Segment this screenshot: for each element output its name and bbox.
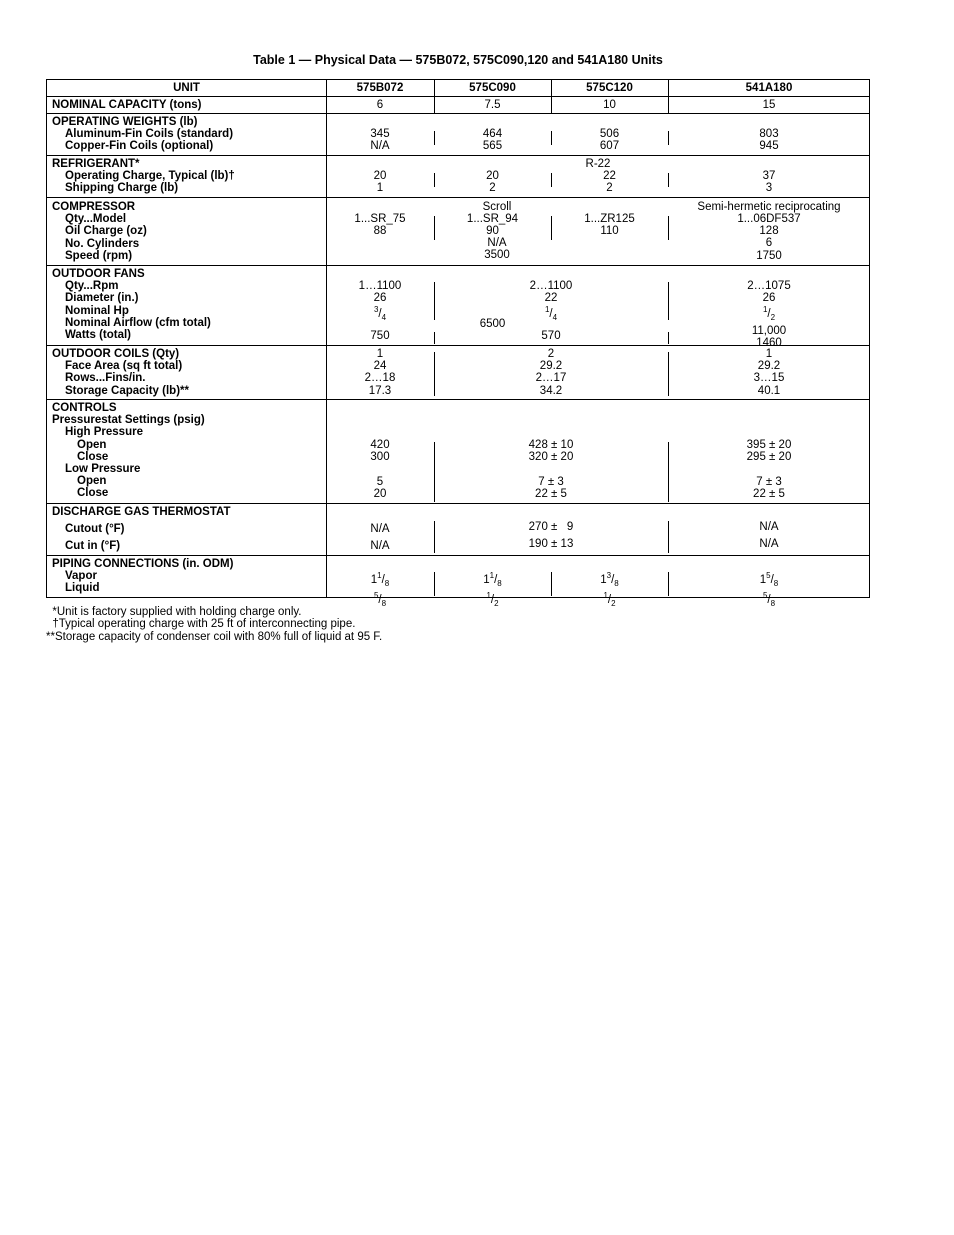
footnotes: [46, 606, 382, 643]
controls-low-c23: 7 ± 3 22 ± 5: [535, 476, 567, 501]
refrigerant-heading: REFRIGERANT*: [52, 158, 140, 170]
coils-c1: 1 24 2…18 17.3: [364, 348, 396, 397]
weights-c1: 345 N/A: [370, 128, 390, 153]
nominal-airflow-label: Nominal Airflow (cfm total): [65, 316, 211, 329]
fans-c23: 2…1100 22 $^1/_4$: [434, 280, 668, 325]
cutin-c4: N/A: [759, 538, 779, 550]
cutin-c1: N/A: [370, 540, 390, 552]
nominal-hp-label: Nominal Hp: [65, 304, 129, 317]
cutout-c23: 270 ± 9: [528, 521, 574, 533]
high-close-label: Close: [77, 450, 109, 463]
cutout-c4: N/A: [759, 521, 779, 533]
refrigerant-c4: 37 3: [762, 170, 776, 195]
weights-c2: 464 565: [482, 128, 503, 153]
controls-label: [52, 402, 205, 500]
aluminum-fin-label: Aluminum-Fin Coils (standard): [65, 128, 234, 141]
compressor-c1: 1...SR_75 88: [354, 213, 406, 238]
nominal-capacity-label: NOMINAL CAPACITY (tons): [52, 99, 202, 111]
footnote-holding-charge: *Unit is factory supplied with holding charge only.: [46, 606, 302, 618]
fans-c4: 2…1075 26 $^1/_2$ 11,000 1460: [668, 280, 870, 349]
piping-label: [52, 558, 233, 595]
row-divider: [47, 197, 869, 198]
controls-heading: CONTROLS: [52, 402, 117, 414]
copper-fin-label: Copper-Fin Coils (optional): [65, 140, 214, 153]
nominal-c3: 10: [603, 99, 616, 111]
fans-c1: 1…1100 26 $^3/_4$: [326, 280, 434, 325]
cutout-label: Cutout (°F): [65, 523, 125, 535]
fans-watts-c23: 570: [541, 330, 561, 342]
refrigerant-label: [52, 158, 235, 195]
header-541a180: 541A180: [745, 82, 793, 94]
piping-c1: $1^1/_8$ $^5/_8$: [370, 571, 390, 609]
controls-low-c1: 5 20: [373, 476, 387, 501]
compressor-c3: 1...ZR125 110: [584, 213, 635, 238]
nominal-c2: 7.5: [484, 99, 501, 111]
weights-c4: 803 945: [759, 128, 779, 153]
row-divider: [47, 555, 869, 556]
table-title: Table 1 — Physical Data — 575B072, 575C090,120 and 541A180 Units: [253, 53, 663, 67]
rows-fins-label: Rows...Fins/in.: [65, 372, 146, 385]
compressor-scroll: Scroll: [482, 201, 512, 213]
outdoor-coils-label: [52, 348, 189, 397]
outdoor-coils-heading: OUTDOOR COILS (Qty): [52, 348, 180, 360]
weights-c3: 506 607: [599, 128, 620, 153]
watts-label: Watts (total): [65, 329, 132, 342]
fans-airflow-c23: 6500: [479, 318, 506, 330]
cutin-label: Cut in (°F): [65, 540, 121, 552]
operating-weights-heading: OPERATING WEIGHTS (lb): [52, 116, 198, 128]
thermostat-heading: DISCHARGE GAS THERMOSTAT: [52, 506, 231, 518]
liquid-label: Liquid: [65, 582, 100, 595]
face-area-label: Face Area (sq ft total): [65, 360, 183, 373]
row-divider: [47, 265, 869, 266]
physical-data-table: [46, 79, 870, 609]
high-open-label: Open: [77, 438, 107, 451]
row-divider: [47, 503, 869, 504]
compressor-c2: 1...SR_94 90: [466, 213, 519, 238]
low-close-label: Close: [77, 487, 109, 500]
high-pressure-label: High Pressure: [65, 426, 143, 439]
nominal-c4: 15: [762, 99, 776, 111]
refrigerant-c1: 20 1: [373, 170, 387, 195]
piping-heading: PIPING CONNECTIONS (in. ODM): [52, 558, 234, 570]
controls-high-c1: 420 300: [370, 439, 390, 464]
thermostat-label: [52, 506, 230, 518]
refrigerant-type: R-22: [585, 158, 611, 170]
row-divider: [47, 96, 869, 97]
controls-high-c4: 395 ± 20 295 ± 20: [746, 439, 792, 464]
piping-c3: $1^3/_8$ $^1/_2$: [600, 571, 619, 609]
low-open-label: Open: [77, 475, 107, 488]
cutout-c1: N/A: [370, 523, 390, 535]
coils-c4: 1 29.2 3…15 40.1: [753, 348, 785, 397]
piping-c4: $1^5/_8$ $^5/_8$: [759, 571, 779, 609]
operating-weights-label: [52, 116, 233, 153]
compressor-c4: 1...06DF537 128 6 1750: [737, 213, 801, 262]
outdoor-fans-label: [52, 268, 211, 341]
compressor-semi: Semi-hermetic reciprocating: [697, 201, 841, 213]
storage-capacity-label: Storage Capacity (lb)**: [65, 384, 189, 397]
compressor-heading: COMPRESSOR: [52, 201, 136, 213]
header-unit: UNIT: [173, 82, 200, 94]
oil-charge-label: Oil Charge (oz): [65, 225, 147, 238]
low-pressure-label: Low Pressure: [65, 463, 141, 476]
fan-hp-fraction: $^3/_4$: [373, 305, 387, 323]
pressurestat-label: Pressurestat Settings (psig): [52, 414, 205, 427]
cutin-c23: 190 ± 13: [528, 538, 574, 550]
diameter-label: Diameter (in.): [65, 292, 139, 305]
qty-model-label: Qty...Model: [65, 213, 127, 226]
header-575c120: 575C120: [586, 82, 633, 94]
operating-charge-label: Operating Charge, Typical (lb)†: [65, 170, 235, 183]
shipping-charge-label: Shipping Charge (lb): [65, 182, 179, 195]
coils-c23: 2 29.2 2…17 34.2: [535, 348, 567, 397]
outdoor-fans-heading: OUTDOOR FANS: [52, 268, 145, 280]
footnote-operating-charge: †Typical operating charge with 25 ft of interconnecting pipe.: [46, 618, 356, 631]
nominal-c1: 6: [376, 99, 384, 111]
compressor-label: [52, 201, 147, 262]
fans-watts-c1: 750: [370, 330, 390, 342]
controls-low-c4: 7 ± 3 22 ± 5: [753, 476, 785, 501]
no-cylinders-label: No. Cylinders: [65, 237, 140, 250]
fan-hp-fraction: $^1/_4$: [544, 305, 558, 323]
row-divider: [47, 155, 869, 156]
speed-label: Speed (rpm): [65, 249, 133, 262]
header-575c090: 575C090: [469, 82, 516, 94]
header-575b072: 575B072: [356, 82, 404, 94]
fan-hp-fraction: $^1/_2$: [762, 305, 776, 323]
refrigerant-c2: 20 2: [486, 170, 499, 195]
compressor-speed: 3500: [484, 249, 510, 261]
piping-c2: $1^1/_8$ $^1/_2$: [483, 571, 502, 609]
vapor-label: Vapor: [65, 570, 97, 583]
compressor-cylinders: N/A: [487, 237, 507, 249]
row-divider: [47, 113, 869, 114]
controls-high-c23: 428 ± 10 320 ± 20: [528, 439, 574, 464]
refrigerant-c3: 22 2: [603, 170, 616, 195]
footnote-storage-capacity: **Storage capacity of condenser coil with 80% full of liquid at 95 F.: [46, 630, 383, 643]
row-divider: [47, 399, 869, 400]
qty-rpm-label: Qty...Rpm: [65, 280, 119, 293]
